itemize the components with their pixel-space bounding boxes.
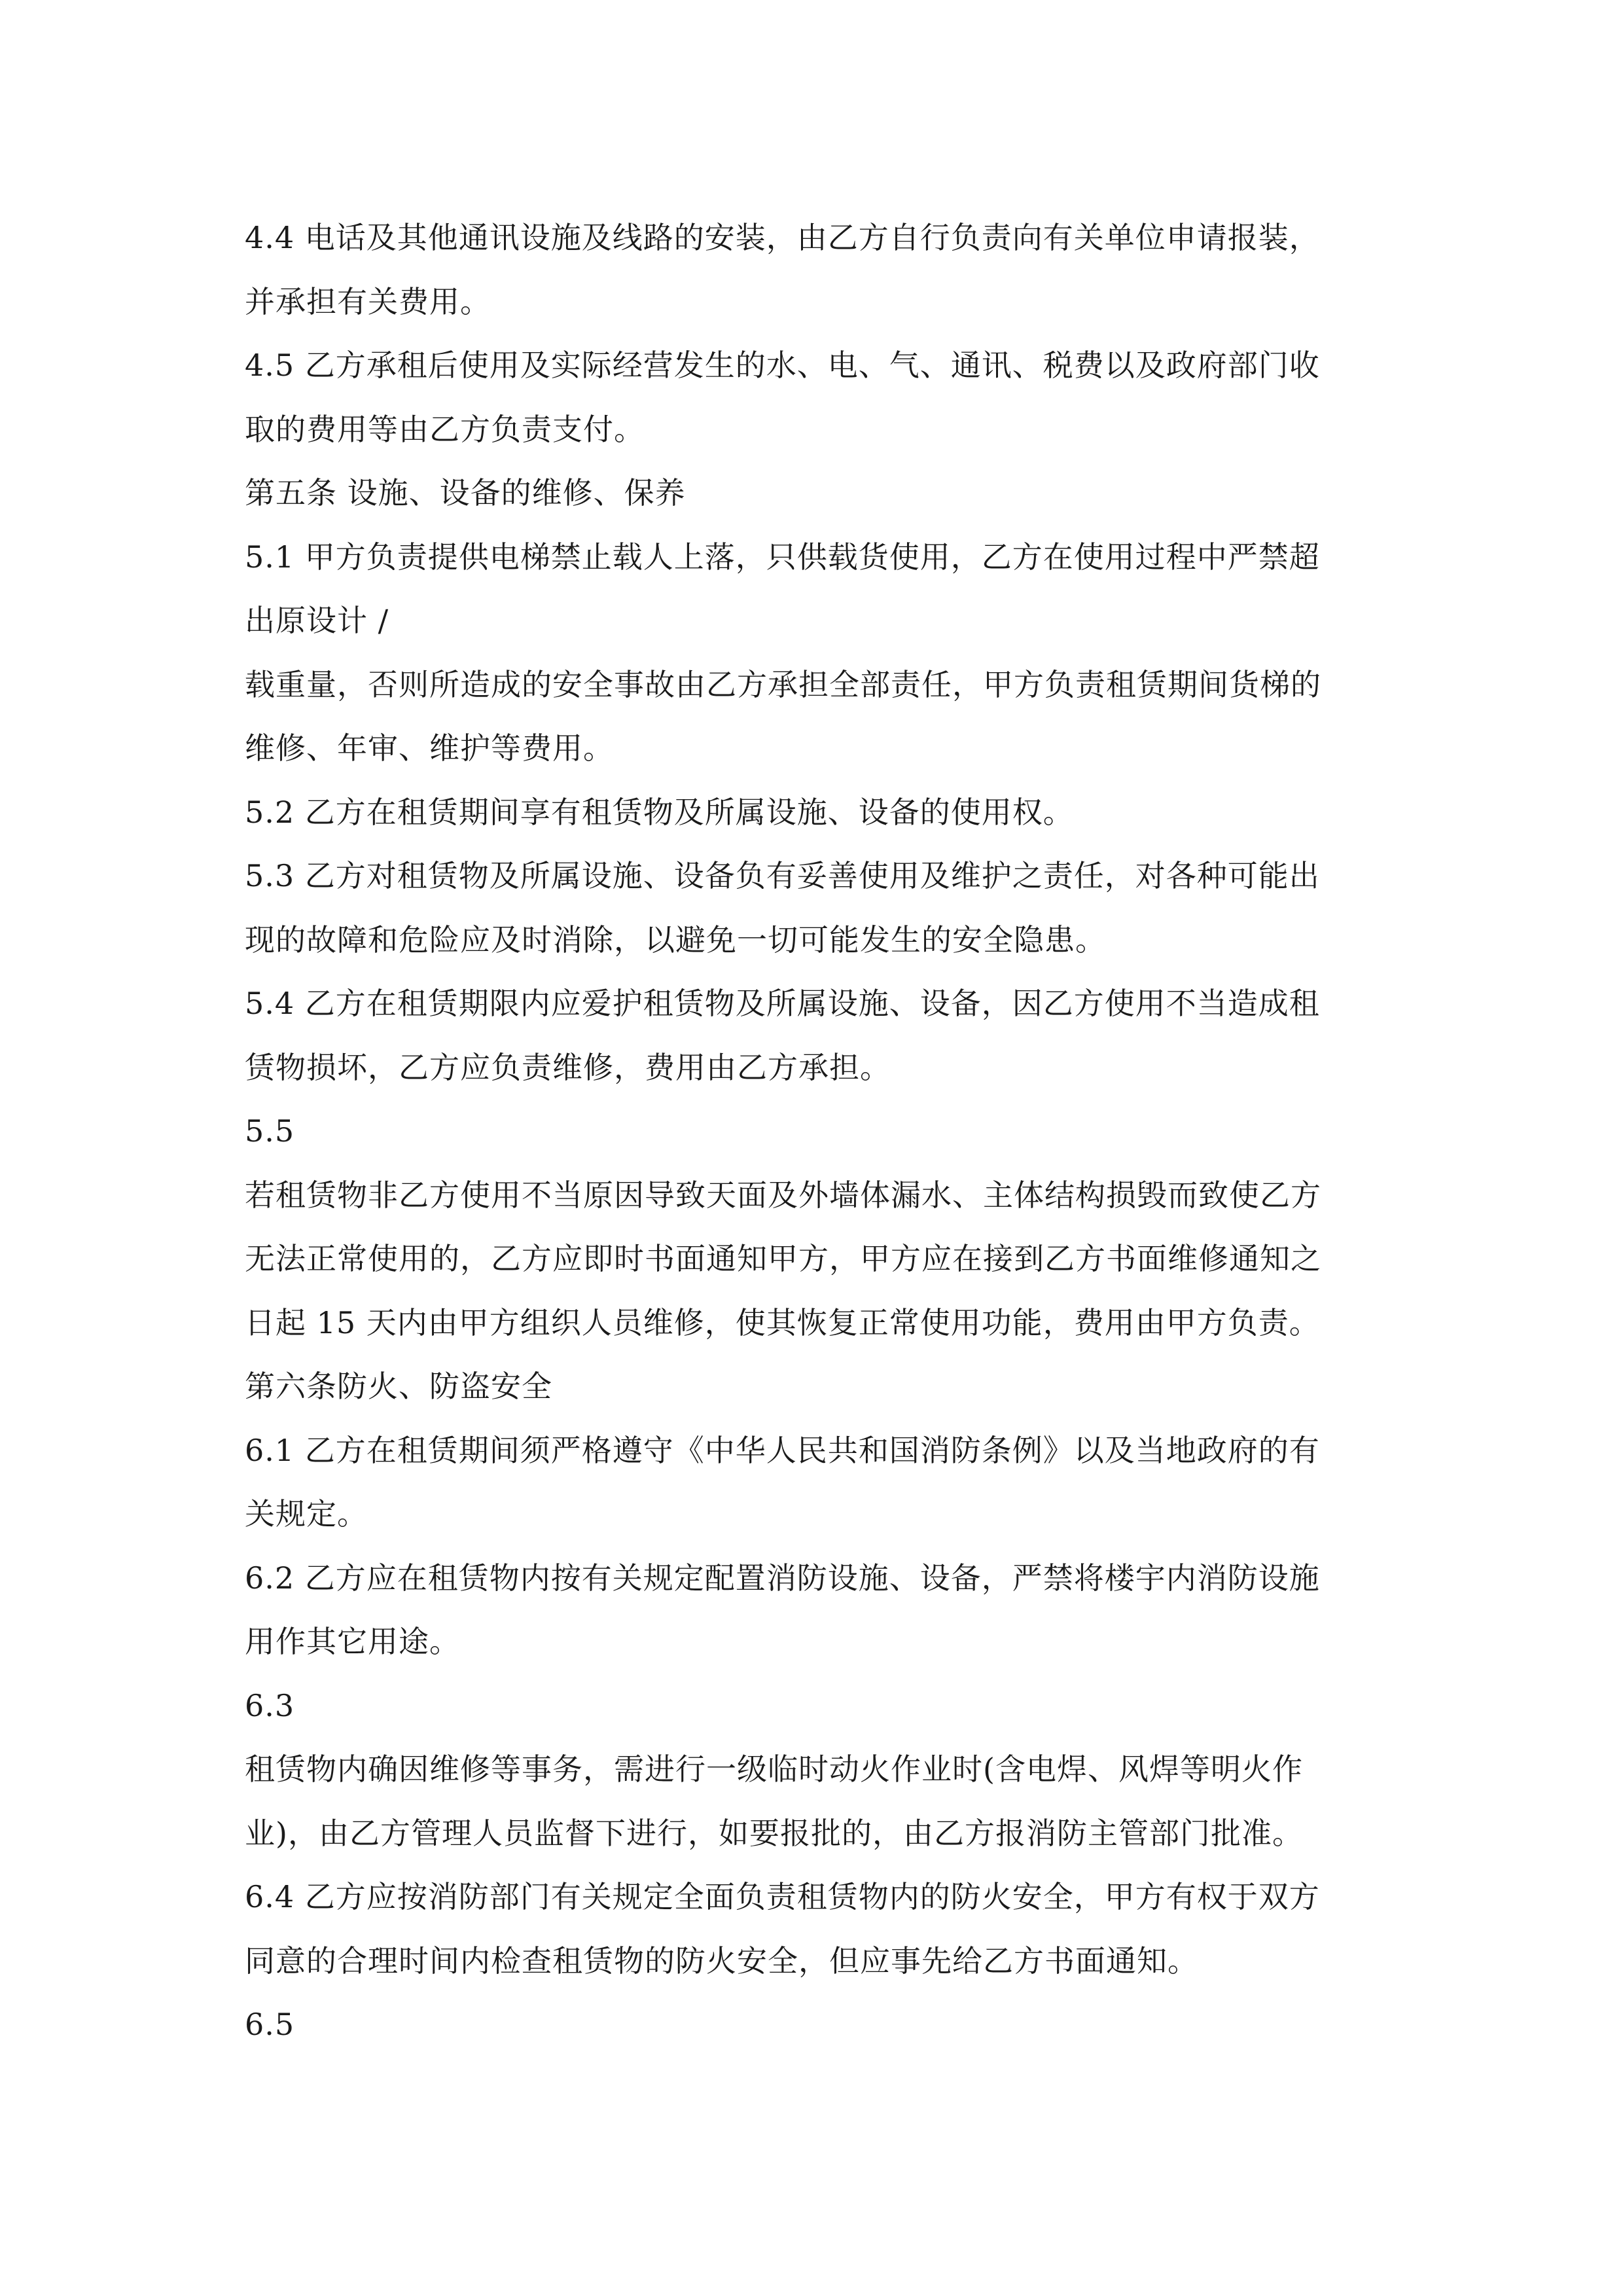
section-heading: 第六条防火、防盗安全 bbox=[245, 1369, 552, 1404]
text-line: 6.4 乙方应按消防部门有关规定全面负责租赁物内的防火安全，甲方有权于双方 bbox=[245, 1879, 1320, 1914]
text-line: 5.4 乙方在租赁期限内应爱护租赁物及所属设施、设备，因乙方使用不当造成租 bbox=[245, 986, 1320, 1021]
text-line: 关规定。 bbox=[245, 1496, 368, 1532]
text-line: 业)，由乙方管理人员监督下进行，如要报批的，由乙方报消防主管部门批准。 bbox=[245, 1815, 1303, 1851]
text-line: 若租赁物非乙方使用不当原因导致天面及外墙体漏水、主体结构损毁而致使乙方 bbox=[245, 1177, 1321, 1213]
text-line: 同意的合理时间内检查租赁物的防火安全，但应事先给乙方书面通知。 bbox=[245, 1943, 1198, 1979]
text-line: 并承担有关费用。 bbox=[245, 283, 491, 319]
section-heading: 第五条 设施、设备的维修、保养 bbox=[245, 475, 686, 511]
text-line: 5.2 乙方在租赁期间享有租赁物及所属设施、设备的使用权。 bbox=[245, 794, 1074, 830]
text-line: 载重量，否则所造成的安全事故由乙方承担全部责任，甲方负责租赁期间货梯的 bbox=[245, 666, 1321, 702]
text-line: 6.1 乙方在租赁期间须严格遵守《中华人民共和国消防条例》以及当地政府的有 bbox=[245, 1432, 1320, 1468]
text-line: 6.5 bbox=[245, 2007, 295, 2042]
text-line: 5.5 bbox=[245, 1113, 295, 1149]
text-line: 出原设计 / bbox=[245, 603, 389, 638]
text-line: 维修、年审、维护等费用。 bbox=[245, 730, 614, 766]
text-line: 无法正常使用的，乙方应即时书面通知甲方，甲方应在接到乙方书面维修通知之 bbox=[245, 1241, 1321, 1276]
text-line: 租赁物内确因维修等事务，需进行一级临时动火作业时(含电焊、风焊等明火作 bbox=[245, 1751, 1303, 1787]
document-body bbox=[245, 206, 1397, 2057]
text-line: 6.3 bbox=[245, 1687, 295, 1723]
text-line: 4.4 电话及其他通讯设施及线路的安装，由乙方自行负责向有关单位申请报装， bbox=[245, 220, 1320, 255]
text-line: 赁物损坏，乙方应负责维修，费用由乙方承担。 bbox=[245, 1049, 891, 1085]
text-line: 日起 15 天内由甲方组织人员维修，使其恢复正常使用功能，费用由甲方负责。 bbox=[245, 1304, 1320, 1340]
text-line: 取的费用等由乙方负责支付。 bbox=[245, 411, 645, 447]
text-line: 6.2 乙方应在租赁物内按有关规定配置消防设施、设备，严禁将楼宇内消防设施 bbox=[245, 1560, 1320, 1596]
text-line: 5.1 甲方负责提供电梯禁止载人上落，只供载货使用，乙方在使用过程中严禁超 bbox=[245, 539, 1320, 575]
text-line: 4.5 乙方承租后使用及实际经营发生的水、电、气、通讯、税费以及政府部门收 bbox=[245, 348, 1320, 383]
text-line: 用作其它用途。 bbox=[245, 1624, 460, 1659]
text-line: 现的故障和危险应及时消除，以避免一切可能发生的安全隐患。 bbox=[245, 922, 1106, 958]
text-line: 5.3 乙方对租赁物及所属设施、设备负有妥善使用及维护之责任，对各种可能出 bbox=[245, 858, 1320, 893]
